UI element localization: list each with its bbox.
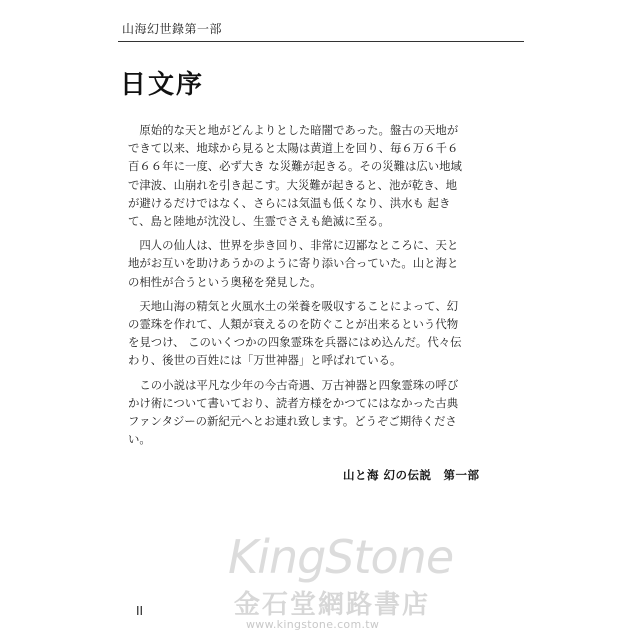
page-number: II: [136, 604, 144, 618]
page-title: 日文序: [120, 70, 205, 100]
paragraph: 天地山海の精気と火風水土の栄養を吸収することによって、幻の霊珠を作れて、人類が衰えるのを防ぐことが出来るという代物を見つけ、 このいくつかの四象霊珠を兵器にはめ込んだ。代々伝わり、後世の百姓には「万世神器」と呼ばれている。: [128, 298, 462, 368]
paragraph: 四人の仙人は、世界を歩き回り、非常に辺鄙なところに、天と地がお互いを助けあうかのように寄り添い合っていた。山と海との相性が合うという奥秘を発見した。: [128, 238, 459, 289]
paragraph: 原始的な天と地がどんよりとした暗闇であった。盤古の天地ができて以来、地球から見ると太陽は黄道上を回り、毎６万６千６百６６年に一度、必ず大き な災難が起きる。その災難は広い地域で津波、山崩れを引き起こす。大災難が起きると、池が乾き、地が避けるだけではなく、さらには気温も低くなり、洪水も 起きて、島と陸地が沈没し、生霊でさえも絶滅に至る。: [128, 123, 462, 229]
signature: 山と海 幻の伝説 第一部: [343, 468, 480, 482]
preface-body: [128, 121, 468, 454]
header-divider: [118, 41, 524, 42]
watermark-logo: KingStone: [228, 530, 454, 584]
running-header: 山海幻世錄第一部: [122, 22, 223, 36]
watermark-url: www.kingstone.com.tw: [246, 618, 380, 631]
watermark-store-name: 金石堂網路書店: [234, 590, 431, 620]
paragraph: この小説は平凡な少年の今古奇遇、万古神器と四象霊珠の呼びかけ術について書いており、読者方様をかつてにはなかった古典ファンタジーの新紀元へとお連れ致します。どうぞご期待ください。: [128, 377, 459, 447]
